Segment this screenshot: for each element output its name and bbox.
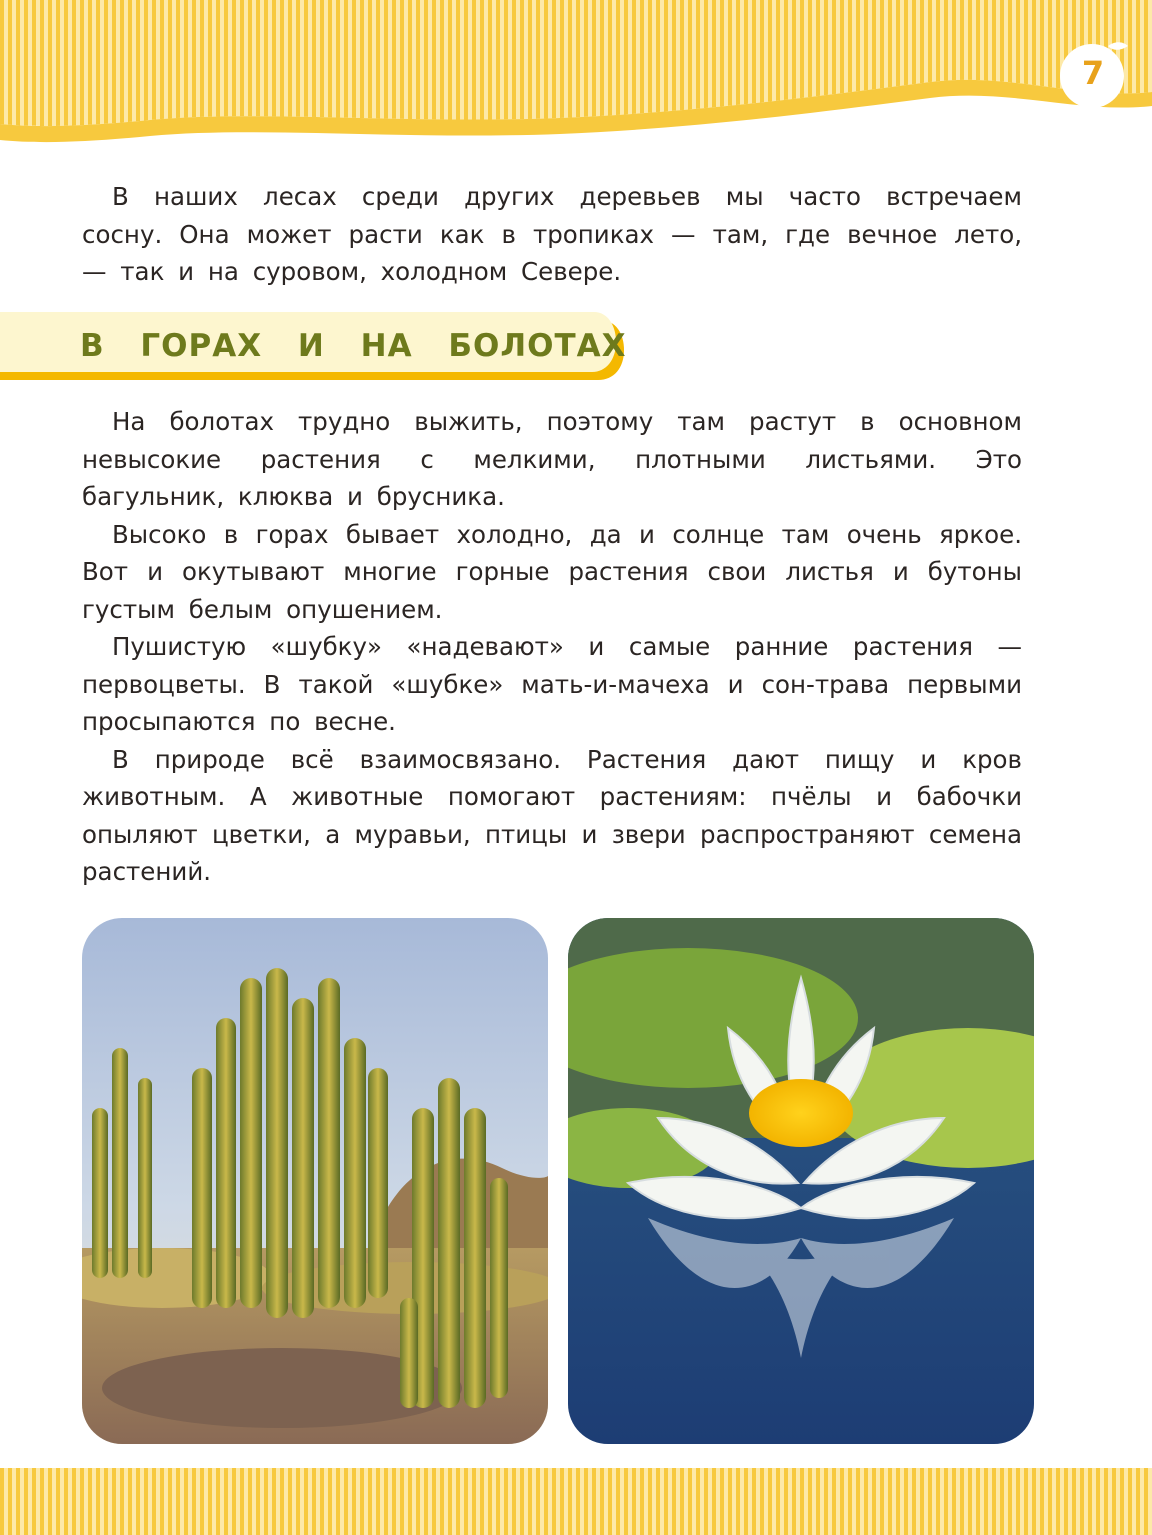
paragraph-mountains: Высоко в горах бывает холодно, да и солнце там очень яркое. Вот и окутывают многие горные растения свои листья и бутоны густым белым опушением. xyxy=(82,519,1022,624)
cactus-photo xyxy=(82,918,548,1444)
top-decorative-band xyxy=(0,0,1152,150)
paragraph-swamps: На болотах трудно выжить, поэтому там растут в основном невысокие растения с мелкими, плотными листьями. Это багульник, клюква и брусника. xyxy=(82,407,1022,511)
bottom-decorative-band xyxy=(0,1468,1152,1535)
water-lily-photo xyxy=(568,918,1034,1444)
paragraph-nature: В природе всё взаимосвязано. Растения дают пищу и кров животным. А животные помогают растениям: пчёлы и бабочки опыляют цветки, а муравьи, птицы и звери распространяют семена растений. xyxy=(82,744,1022,886)
page-number: 7 xyxy=(1081,54,1105,92)
intro-paragraph: В наших лесах среди других деревьев мы часто встречаем сосну. Она может расти как в тропиках — там, где вечное лето, — так и на суровом, холодном Севере. xyxy=(82,182,1022,286)
section-heading: В ГОРАХ И НА БОЛОТАХ xyxy=(80,328,627,364)
section-body xyxy=(82,403,1022,891)
paragraph-primroses: Пушистую «шубку» «надевают» и самые ранние растения — первоцветы. В такой «шубке» мать-и-мачеха и сон-трава первыми просыпаются по весне. xyxy=(82,632,1022,736)
intro-paragraph-block xyxy=(82,178,1022,291)
